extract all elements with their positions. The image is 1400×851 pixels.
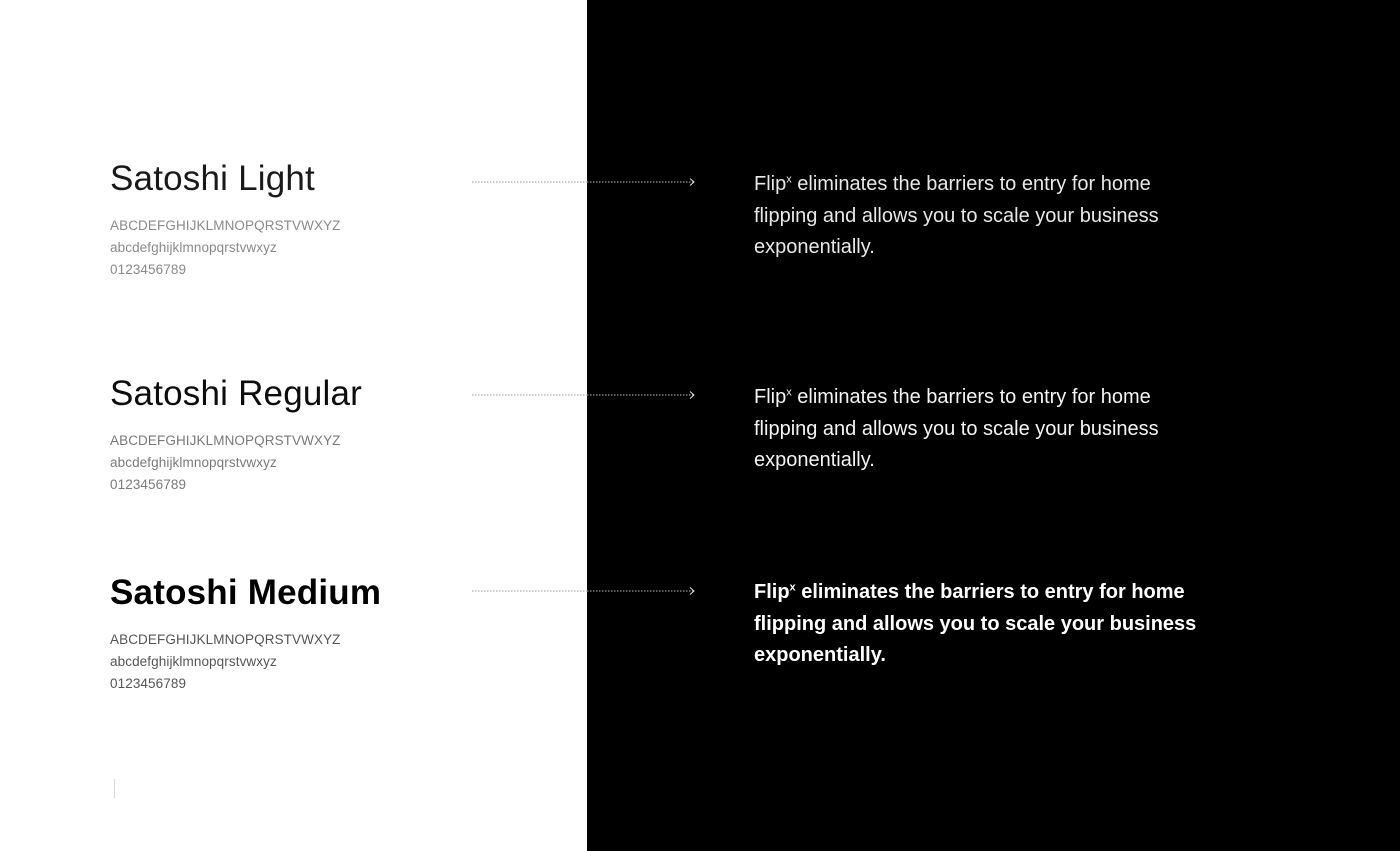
brand-sup-medium: x — [789, 581, 796, 594]
description-regular — [754, 382, 1214, 477]
arrow-connector-medium — [472, 586, 696, 596]
page-marker-divider — [114, 779, 115, 798]
charset-light — [110, 215, 341, 281]
description-light — [754, 169, 1214, 264]
description-text-light: eliminates the barriers to entry for home flipping and allows you to scale your business exponentially. — [754, 173, 1159, 258]
digits-light: 0123456789 — [110, 261, 187, 277]
font-name-regular: Satoshi Regular — [110, 374, 363, 413]
font-sample-medium — [110, 574, 381, 695]
uppercase-regular: ABCDEFGHIJKLMNOPQRSTVWXYZ — [110, 432, 341, 448]
lowercase-regular: abcdefghijklmnopqrstvwxyz — [110, 454, 277, 470]
digits-medium: 0123456789 — [110, 675, 187, 691]
description-text-regular: eliminates the barriers to entry for home flipping and allows you to scale your business exponentially. — [754, 386, 1159, 471]
description-text-medium: eliminates the barriers to entry for home flipping and allows you to scale your business exponentially. — [754, 581, 1197, 666]
uppercase-light: ABCDEFGHIJKLMNOPQRSTVWXYZ — [110, 217, 341, 233]
arrow-connector-regular — [472, 390, 696, 400]
charset-regular — [110, 430, 362, 496]
lowercase-light: abcdefghijklmnopqrstvwxyz — [110, 239, 277, 255]
font-name-medium: Satoshi Medium — [110, 573, 382, 612]
font-sample-light — [110, 160, 341, 281]
arrow-right-icon — [472, 390, 696, 400]
uppercase-medium: ABCDEFGHIJKLMNOPQRSTVWXYZ — [110, 631, 341, 647]
brand-sup-light: x — [786, 173, 792, 186]
arrow-connector-light — [472, 177, 696, 187]
arrow-right-icon — [472, 177, 696, 187]
brand-name-medium: Flip — [754, 581, 790, 603]
font-name-light: Satoshi Light — [110, 159, 315, 198]
brand-sup-regular: x — [786, 386, 792, 399]
digits-regular: 0123456789 — [110, 476, 187, 492]
brand-name-light: Flip — [754, 173, 787, 195]
arrow-right-icon — [472, 586, 696, 596]
brand-name-regular: Flip — [754, 386, 787, 408]
description-medium — [754, 577, 1214, 672]
font-sample-regular — [110, 375, 362, 496]
charset-medium — [110, 629, 381, 695]
lowercase-medium: abcdefghijklmnopqrstvwxyz — [110, 653, 277, 669]
